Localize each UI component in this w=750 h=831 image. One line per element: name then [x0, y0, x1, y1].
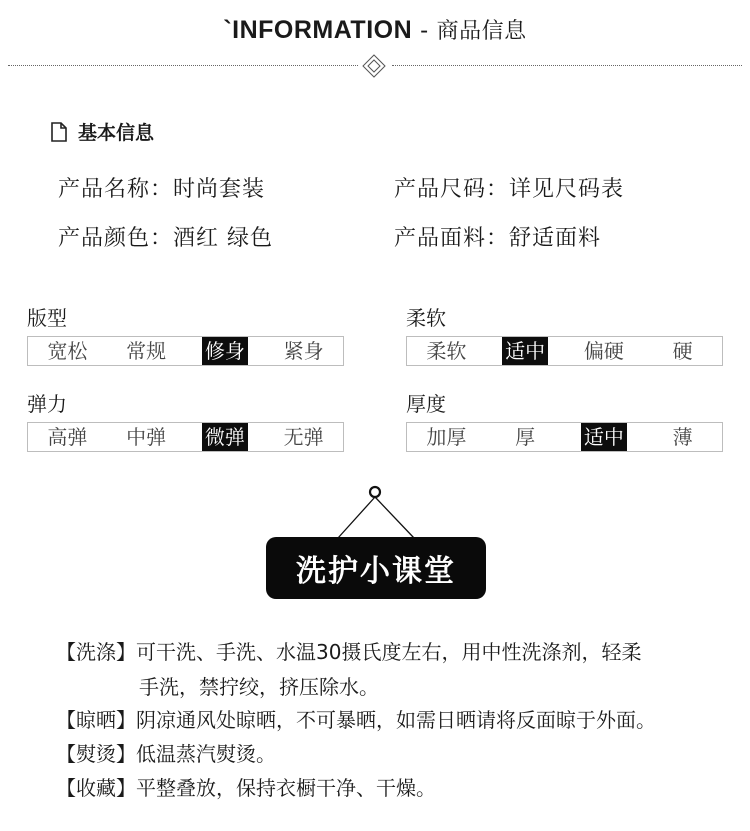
care-dry — [56, 706, 656, 734]
care-text: 可干洗、手洗、水温30摄氏度左右，用中性洗涤剂，轻柔 — [136, 640, 642, 664]
info-colon: ： — [150, 177, 174, 202]
divider-left — [8, 65, 358, 66]
info-label: 产品名称 — [58, 177, 151, 202]
thickness-option-selected: 适中 — [565, 423, 644, 451]
thickness-option: 加厚 — [426, 425, 467, 449]
fit-title: 版型 — [27, 306, 67, 330]
info-label: 产品尺码 — [394, 177, 487, 202]
document-icon — [50, 122, 68, 142]
info-value: 时尚套装 — [173, 177, 266, 202]
basic-info-label: 基本信息 — [78, 122, 155, 144]
care-text: 阴凉通风处晾晒，不可暴晒，如需日晒请将反面晾于外面。 — [136, 708, 656, 732]
info-label: 产品颜色 — [58, 226, 151, 251]
page-title — [0, 14, 750, 45]
fit-option-selected: 修身 — [186, 337, 265, 365]
care-sign — [266, 537, 486, 599]
fit-option: 紧身 — [283, 339, 324, 363]
info-value: 酒红 绿色 — [173, 226, 274, 251]
care-tag: 【洗涤】 — [56, 640, 136, 664]
fit-option: 常规 — [126, 339, 167, 363]
softness-option: 偏硬 — [583, 339, 624, 363]
info-product-name — [58, 172, 265, 203]
care-tag: 【收藏】 — [56, 776, 136, 800]
care-store — [56, 774, 436, 802]
care-wash-continued: 手洗，禁拧绞，挤压除水。 — [139, 675, 379, 699]
hanger-icon — [330, 482, 420, 542]
title-chinese: 商品信息 — [436, 19, 527, 44]
fit-option: 宽松 — [47, 339, 88, 363]
care-iron — [56, 740, 276, 768]
care-tag: 【熨烫】 — [56, 742, 136, 766]
info-product-fabric — [394, 221, 601, 252]
thickness-option: 厚 — [515, 425, 536, 449]
softness-title: 柔软 — [406, 306, 446, 330]
care-text: 平整叠放，保持衣橱干净、干燥。 — [136, 776, 436, 800]
fit-scale — [27, 336, 344, 366]
elasticity-option-selected: 微弹 — [186, 423, 265, 451]
elasticity-title: 弹力 — [27, 392, 67, 416]
elasticity-scale — [27, 422, 344, 452]
title-separator: - — [420, 17, 429, 44]
elasticity-option: 无弹 — [283, 425, 324, 449]
info-value: 舒适面料 — [509, 226, 602, 251]
care-sign-label: 洗护小课堂 — [296, 554, 456, 589]
care-text: 低温蒸汽熨烫。 — [136, 742, 276, 766]
softness-scale — [406, 336, 723, 366]
care-wash — [56, 638, 641, 666]
info-colon: ： — [486, 226, 510, 251]
info-value: 详见尺码表 — [509, 177, 625, 202]
info-colon: ： — [486, 177, 510, 202]
diamond-icon — [362, 54, 386, 78]
basic-info-heading — [50, 118, 154, 145]
thickness-scale — [406, 422, 723, 452]
elasticity-option: 中弹 — [126, 425, 167, 449]
info-product-size — [394, 172, 624, 203]
info-product-color — [58, 221, 273, 252]
info-label: 产品面料 — [394, 226, 487, 251]
softness-option: 硬 — [672, 339, 693, 363]
elasticity-option: 高弹 — [47, 425, 88, 449]
thickness-option: 薄 — [672, 425, 693, 449]
title-english: `INFORMATION — [223, 16, 413, 44]
info-colon: ： — [150, 226, 174, 251]
thickness-title: 厚度 — [406, 392, 446, 416]
care-tag: 【晾晒】 — [56, 708, 136, 732]
softness-option-selected: 适中 — [486, 337, 565, 365]
divider-right — [392, 65, 742, 66]
softness-option: 柔软 — [426, 339, 467, 363]
